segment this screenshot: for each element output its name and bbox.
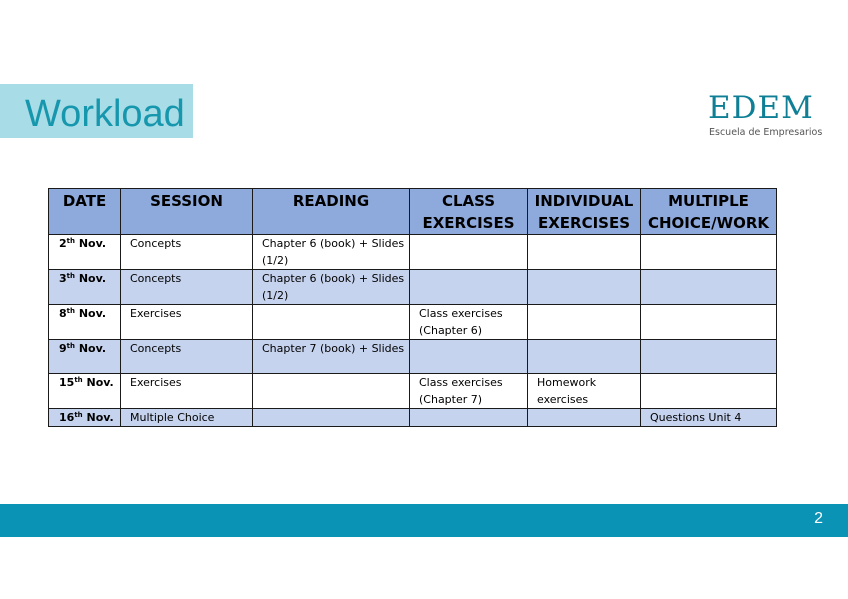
date-cell: 15th Nov. bbox=[49, 374, 121, 409]
multiple-choice-cell bbox=[641, 340, 777, 374]
header-session: SESSION bbox=[121, 189, 253, 235]
session-cell: Concepts bbox=[121, 340, 253, 374]
multiple-choice-cell bbox=[641, 305, 777, 340]
multiple-choice-cell bbox=[641, 374, 777, 409]
footer-band bbox=[0, 504, 848, 537]
session-cell: Concepts bbox=[121, 235, 253, 270]
date-cell: 2th Nov. bbox=[49, 235, 121, 270]
class-exercises-cell bbox=[410, 409, 528, 427]
multiple-choice-cell bbox=[641, 270, 777, 305]
individual-exercises-cell bbox=[528, 409, 641, 427]
individual-exercises-cell bbox=[528, 235, 641, 270]
date-cell: 16th Nov. bbox=[49, 409, 121, 427]
table-row bbox=[49, 270, 777, 305]
logo-wordmark: EDEM bbox=[708, 90, 814, 126]
session-cell: Exercises bbox=[121, 374, 253, 409]
table-row bbox=[49, 340, 777, 374]
reading-cell: Chapter 6 (book) + Slides (1/2) bbox=[253, 235, 410, 270]
table-row bbox=[49, 305, 777, 340]
header-multiple-choice: MULTIPLE CHOICE/WORK bbox=[641, 189, 777, 235]
session-cell: Multiple Choice bbox=[121, 409, 253, 427]
session-cell: Exercises bbox=[121, 305, 253, 340]
header-individual-exercises: INDIVIDUAL EXERCISES bbox=[528, 189, 641, 235]
table-header-row bbox=[49, 189, 777, 235]
individual-exercises-cell bbox=[528, 305, 641, 340]
header-date: DATE bbox=[49, 189, 121, 235]
class-exercises-cell: Class exercises (Chapter 7) bbox=[410, 374, 528, 409]
logo-tagline: Escuela de Empresarios bbox=[709, 127, 823, 138]
table-row bbox=[49, 235, 777, 270]
class-exercises-cell bbox=[410, 270, 528, 305]
session-cell: Concepts bbox=[121, 270, 253, 305]
individual-exercises-cell bbox=[528, 340, 641, 374]
class-exercises-cell bbox=[410, 235, 528, 270]
individual-exercises-cell: Homework exercises bbox=[528, 374, 641, 409]
edem-logo bbox=[700, 92, 828, 142]
reading-cell bbox=[253, 305, 410, 340]
workload-table bbox=[48, 188, 777, 427]
table-row bbox=[49, 409, 777, 427]
slide-title: Workload bbox=[25, 93, 185, 135]
header-reading: READING bbox=[253, 189, 410, 235]
individual-exercises-cell bbox=[528, 270, 641, 305]
date-cell: 8th Nov. bbox=[49, 305, 121, 340]
date-cell: 3th Nov. bbox=[49, 270, 121, 305]
page-number: 2 bbox=[814, 510, 823, 527]
date-cell: 9th Nov. bbox=[49, 340, 121, 374]
header-class-exercises: CLASS EXERCISES bbox=[410, 189, 528, 235]
reading-cell bbox=[253, 409, 410, 427]
table-row bbox=[49, 374, 777, 409]
reading-cell: Chapter 7 (book) + Slides bbox=[253, 340, 410, 374]
multiple-choice-cell: Questions Unit 4 bbox=[641, 409, 777, 427]
reading-cell: Chapter 6 (book) + Slides (1/2) bbox=[253, 270, 410, 305]
reading-cell bbox=[253, 374, 410, 409]
class-exercises-cell bbox=[410, 340, 528, 374]
multiple-choice-cell bbox=[641, 235, 777, 270]
class-exercises-cell: Class exercises (Chapter 6) bbox=[410, 305, 528, 340]
